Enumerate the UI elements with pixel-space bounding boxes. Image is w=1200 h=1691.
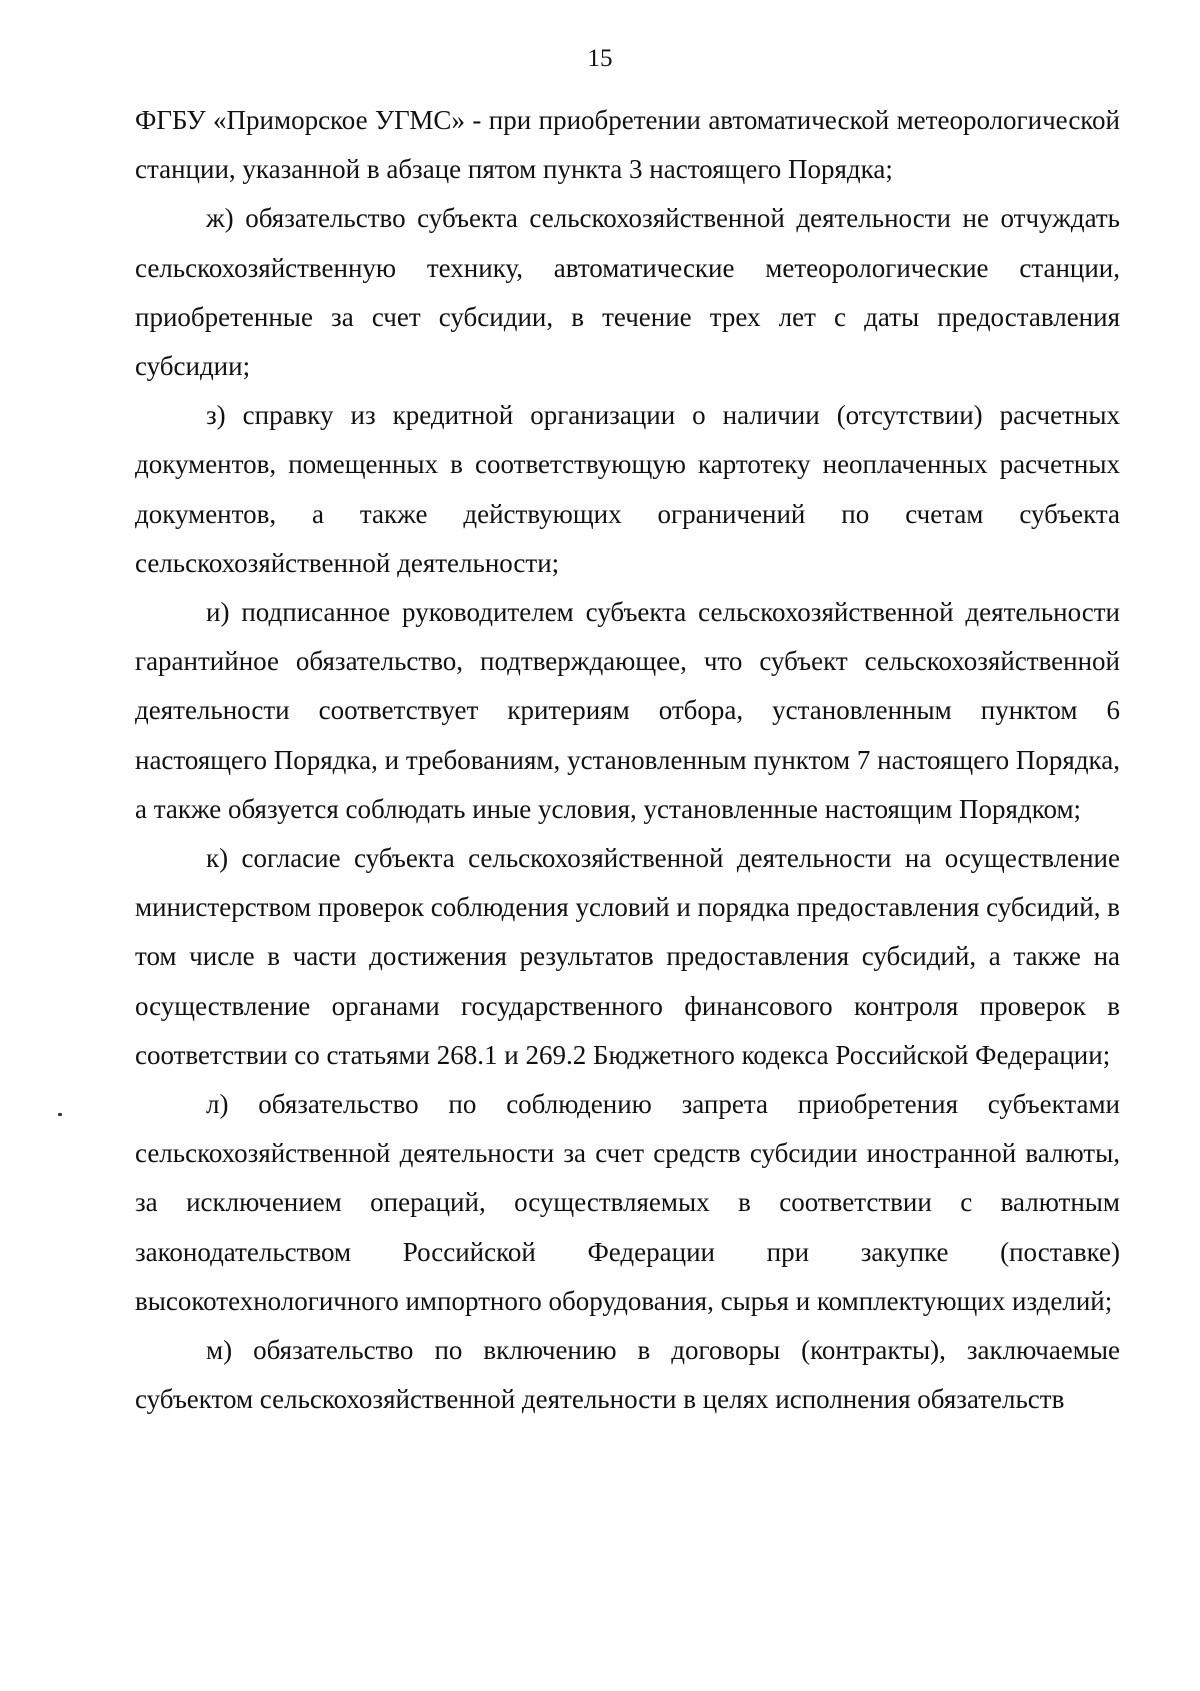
- paragraph-item-z: з) справку из кредитной организации о наличии (отсутствии) расчетных документов, помещенных в соответствующую картотеку неоплаченных расчетных документов, а также действующих ограничений по счетам субъекта сельскохозяйственной деятельности;: [135, 400, 1120, 578]
- paragraph-item-l: л) обязательство по соблюдению запрета приобретения субъектами сельскохозяйственной деятельности за счет средств субсидии иностранной валюты, за исключением операций, осуществляемых в соответствии с валютным законодательством Российской Федерации при закупке (поставке) высокотехнологичного импортного оборудования, сырья и комплектующих изделий;: [135, 1089, 1120, 1316]
- document-body: [135, 96, 1120, 1424]
- paragraph-item-i: и) подписанное руководителем субъекта сельскохозяйственной деятельности гарантийное обязательство, подтверждающее, что субъект сельскохозяйственной деятельности соответствует критериям отбора, установленным пунктом 6 настоящего Порядка, и требованиям, установленным пунктом 7 настоящего Порядка, а также обязуется соблюдать иные условия, установленные настоящим Порядком;: [135, 597, 1120, 824]
- paragraph-item-m: м) обязательство по включению в договоры (контракты), заключаемые субъектом сельскохозяйственной деятельности в целях исполнения обязательств: [135, 1335, 1120, 1415]
- paragraph-item-zh: ж) обязательство субъекта сельскохозяйственной деятельности не отчуждать сельскохозяйственную технику, автоматические метеорологические станции, приобретенные за счет субсидии, в течение трех лет с даты предоставления субсидии;: [135, 203, 1120, 382]
- paragraph-continuation: ФГБУ «Приморское УГМС» - при приобретении автоматической метеорологической станции, указанной в абзаце пятом пункта 3 настоящего Порядка;: [135, 105, 1120, 185]
- scan-speck: [58, 1113, 62, 1116]
- paragraph-item-k: к) согласие субъекта сельскохозяйственной деятельности на осуществление министерством проверок соблюдения условий и порядка предоставления субсидий, в том числе в части достижения результатов предоставления субсидий, а также на осуществление органами государственного финансового контроля проверок в соответствии со статьями 268.1 и 269.2 Бюджетного кодекса Российской Федерации;: [135, 843, 1120, 1070]
- page-number: 15: [587, 45, 613, 72]
